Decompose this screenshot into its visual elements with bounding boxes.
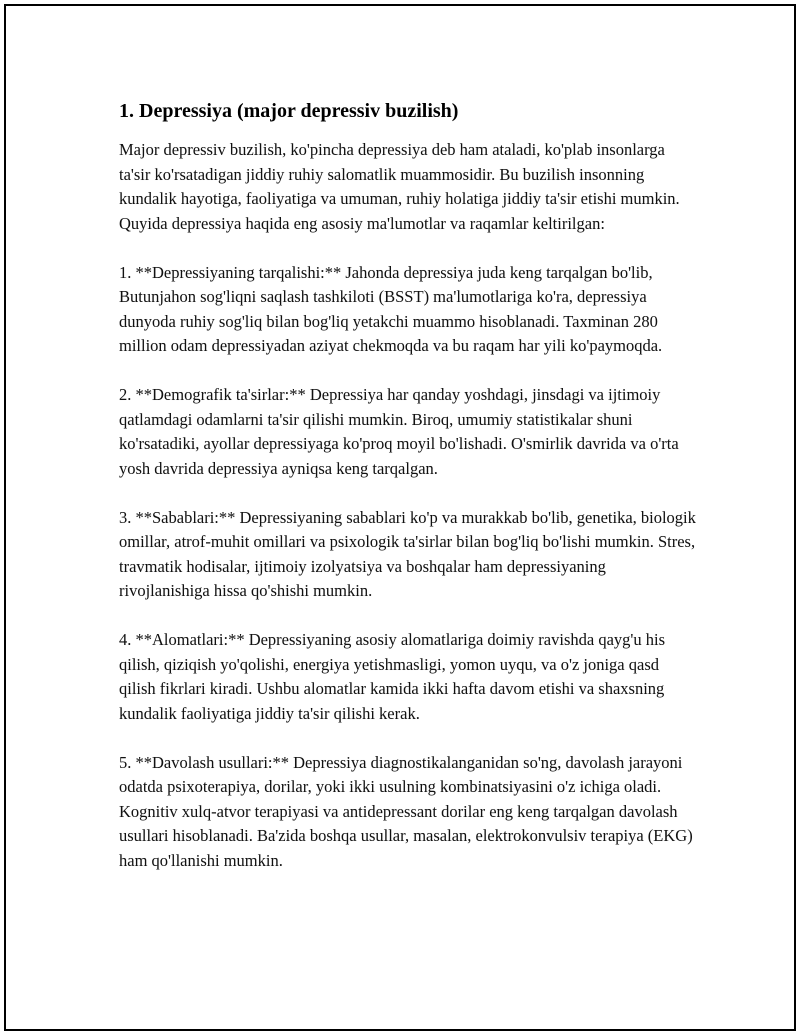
symptoms-paragraph: 4. **Alomatlari:** Depressiyaning asosiy alomatlariga doimiy ravishda qayg'u his qilish, qiziqish yo'qolishi, energiya yetishmasligi, yomon uyqu, va o'z joniga qasd qilish fikrlari kiradi. Ushbu alomatlar kamida ikki hafta davom etishi va shaxsning kundalik faoliyatiga jiddiy ta'sir qilishi kerak. [119, 630, 665, 723]
document-title: 1. Depressiya (major depressiv buzilish) [119, 100, 459, 122]
page-frame [4, 4, 796, 1031]
prevalence-paragraph: 1. **Depressiyaning tarqalishi:** Jahonda depressiya juda keng tarqalgan bo'lib, Butunjahon sog'liqni saqlash tashkiloti (BSST) ma'lumotlariga ko'ra, depressiya dunyoda ruhiy sog'liq bilan bog'liq yetakchi muammo hisoblanadi. Taxminan 280 million odam depressiyadan aziyat chekmoqda va bu raqam har yili ko'paymoqda. [119, 262, 663, 355]
document-body [119, 98, 699, 898]
intro-paragraph: Major depressiv buzilish, ko'pincha depressiya deb ham ataladi, ko'plab insonlarga ta'sir ko'rsatadigan jiddiy ruhiy salomatlik muammosidir. Bu buzilish insonning kundalik hayotiga, faoliyatiga va umuman, ruhiy holatiga jiddiy ta'sir etishi mumkin. Quyida depressiya haqida eng asosiy ma'lumotlar va raqamlar keltirilgan: [119, 140, 680, 233]
treatment-paragraph: 5. **Davolash usullari:** Depressiya diagnostikalanganidan so'ng, davolash jarayoni odatda psixoterapiya, dorilar, yoki ikki usulning kombinatsiyasini o'z ichiga oladi. Kognitiv xulq-atvor terapiyasi va antidepressant dorilar eng keng tarqalgan davolash usullari hisoblanadi. Ba'zida boshqa usullar, masalan, elektrokonvulsiv terapiya (EKG) ham qo'llanishi mumkin. [119, 752, 693, 870]
demographics-paragraph: 2. **Demografik ta'sirlar:** Depressiya har qanday yoshdagi, jinsdagi va ijtimoiy qatlamdagi odamlarni ta'sir qilishi mumkin. Biroq, umumiy statistikalar shuni ko'rsatadiki, ayollar depressiyaga ko'proq moyil bo'lishadi. O'smirlik davrida va o'rta yosh davrida depressiya ayniqsa keng tarqalgan. [119, 385, 679, 478]
causes-paragraph: 3. **Sabablari:** Depressiyaning sabablari ko'p va murakkab bo'lib, genetika, biologik omillar, atrof-muhit omillari va psixologik ta'sirlar bilan bog'liq bo'lishi mumkin. Stres, travmatik hodisalar, ijtimoiy izolyatsiya va boshqalar ham depressiyaning rivojlanishiga hissa qo'shishi mumkin. [119, 507, 696, 600]
